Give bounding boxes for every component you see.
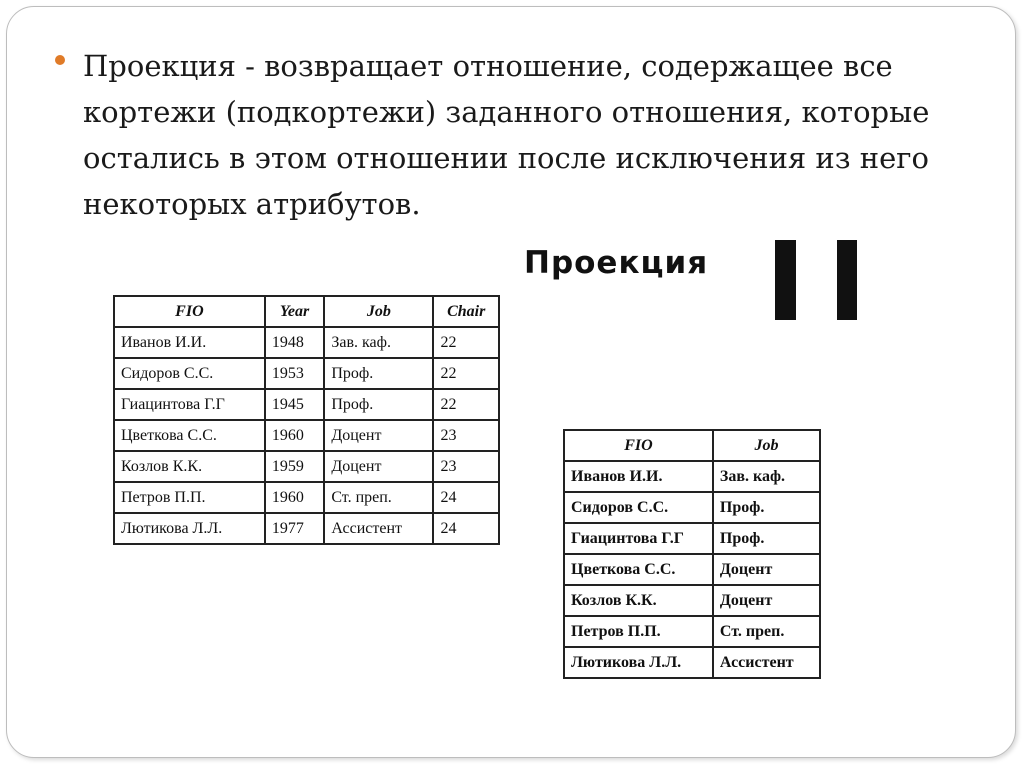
table-cell: 24 xyxy=(433,513,499,544)
column-header: Chair xyxy=(433,296,499,327)
bullet-item xyxy=(55,43,955,227)
projection-bar-left xyxy=(775,240,796,320)
table-row xyxy=(114,513,499,544)
table-cell: 22 xyxy=(433,358,499,389)
table-cell: 1959 xyxy=(265,451,325,482)
source-relation-table xyxy=(113,295,500,545)
column-header: Year xyxy=(265,296,325,327)
table-cell: Зав. каф. xyxy=(324,327,433,358)
table-row xyxy=(114,420,499,451)
table-cell: Иванов И.И. xyxy=(564,461,713,492)
table-row xyxy=(564,585,820,616)
table-row xyxy=(564,554,820,585)
table-cell: Сидоров С.С. xyxy=(114,358,265,389)
table-row xyxy=(564,461,820,492)
projection-symbol-icon xyxy=(775,240,857,320)
table-cell: Ассистент xyxy=(713,647,820,678)
table-cell: 22 xyxy=(433,327,499,358)
table-cell: 22 xyxy=(433,389,499,420)
column-header: Job xyxy=(324,296,433,327)
table-cell: 1960 xyxy=(265,482,325,513)
table-cell: 1948 xyxy=(265,327,325,358)
table-row xyxy=(564,647,820,678)
table-cell: Проф. xyxy=(713,523,820,554)
table-cell: Цветкова С.С. xyxy=(114,420,265,451)
table-cell: Доцент xyxy=(713,585,820,616)
table-row xyxy=(114,482,499,513)
table-cell: Иванов И.И. xyxy=(114,327,265,358)
projection-heading: Проекция xyxy=(524,245,709,281)
table-cell: Лютикова Л.Л. xyxy=(114,513,265,544)
table-cell: Доцент xyxy=(324,420,433,451)
table-cell: Проф. xyxy=(324,358,433,389)
table-row xyxy=(114,451,499,482)
table-cell: 24 xyxy=(433,482,499,513)
table-row xyxy=(564,523,820,554)
projection-bar-right xyxy=(837,240,857,320)
table-row xyxy=(114,358,499,389)
table-cell: 1977 xyxy=(265,513,325,544)
table-cell: 1953 xyxy=(265,358,325,389)
table-cell: Козлов К.К. xyxy=(564,585,713,616)
table-header-row xyxy=(564,430,820,461)
column-header: FIO xyxy=(564,430,713,461)
table-row xyxy=(114,327,499,358)
table-cell: 1960 xyxy=(265,420,325,451)
column-header: Job xyxy=(713,430,820,461)
table-cell: Доцент xyxy=(324,451,433,482)
table-cell: Гиацинтова Г.Г xyxy=(564,523,713,554)
table-cell: 1945 xyxy=(265,389,325,420)
table-cell: 23 xyxy=(433,420,499,451)
table-cell: Зав. каф. xyxy=(713,461,820,492)
table-cell: Козлов К.К. xyxy=(114,451,265,482)
table-cell: Доцент xyxy=(713,554,820,585)
table-cell: Ассистент xyxy=(324,513,433,544)
table-cell: Петров П.П. xyxy=(114,482,265,513)
table-cell: Ст. преп. xyxy=(713,616,820,647)
table-cell: Цветкова С.С. xyxy=(564,554,713,585)
column-header: FIO xyxy=(114,296,265,327)
projection-result-table xyxy=(563,429,821,679)
table-cell: Ст. преп. xyxy=(324,482,433,513)
table-row xyxy=(564,616,820,647)
table-cell: Проф. xyxy=(713,492,820,523)
bullet-dot-icon xyxy=(55,55,65,65)
table-row xyxy=(564,492,820,523)
table-cell: Петров П.П. xyxy=(564,616,713,647)
table-cell: Гиацинтова Г.Г xyxy=(114,389,265,420)
table-row xyxy=(114,389,499,420)
table-cell: Проф. xyxy=(324,389,433,420)
table-cell: Лютикова Л.Л. xyxy=(564,647,713,678)
bullet-text: Проекция - возвращает отношение, содержащее все кортежи (подкортежи) заданного отношения, которые остались в этом отношении после исключения из него некоторых атрибутов. xyxy=(83,49,930,221)
table-cell: 23 xyxy=(433,451,499,482)
table-cell: Сидоров С.С. xyxy=(564,492,713,523)
table-header-row xyxy=(114,296,499,327)
